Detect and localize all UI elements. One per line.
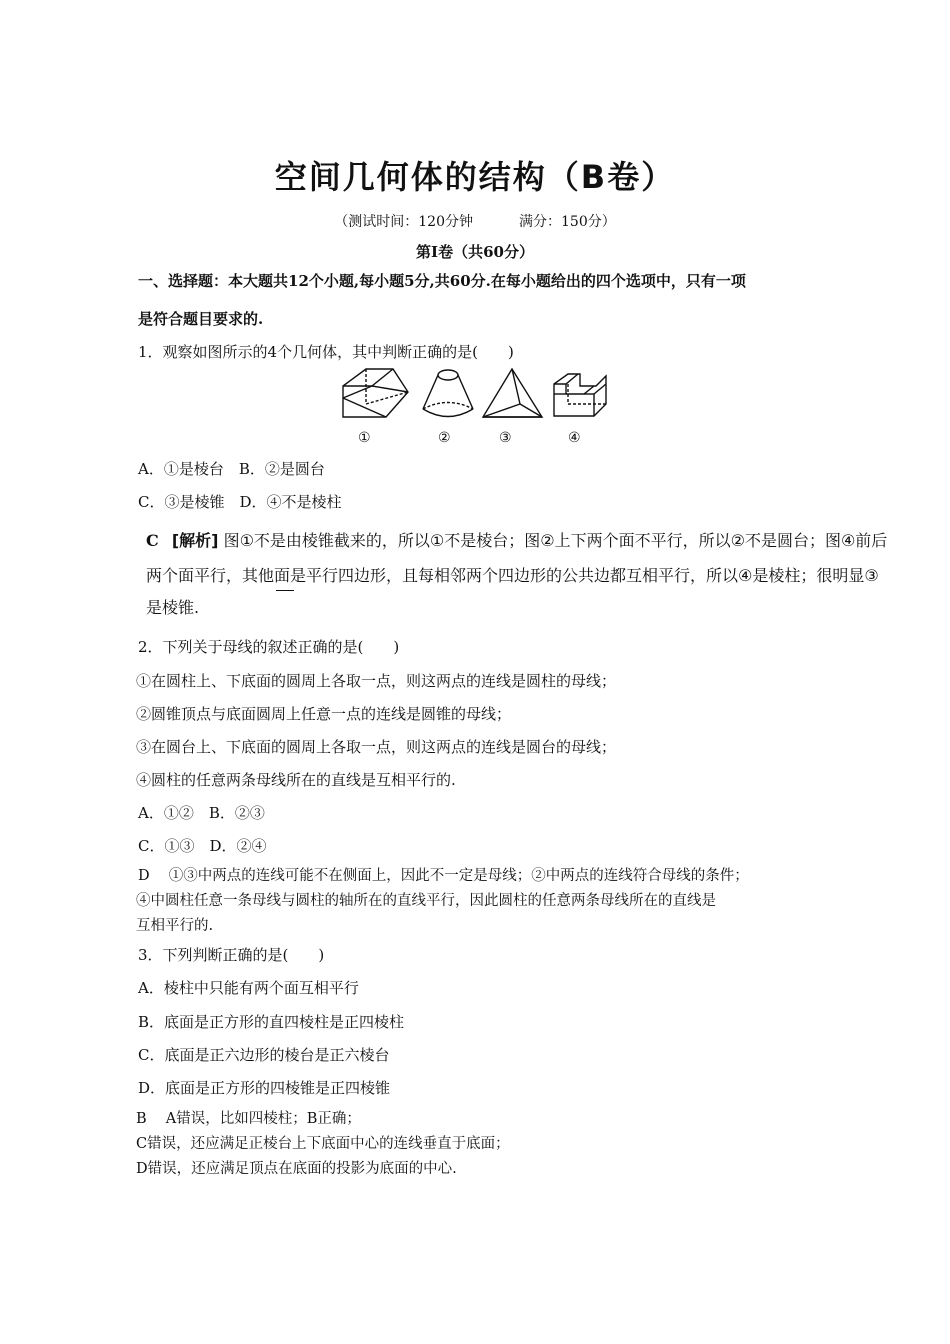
- test-time: （测试时间：120分钟: [334, 214, 473, 230]
- q2-answer-line1: D ①③中两点的连线可能不在侧面上，因此不一定是母线；②中两点的连线符合母线的条件；: [138, 868, 749, 884]
- q3-answer-line2: C错误，还应满足正棱台上下底面中心的连线垂直于底面；: [136, 1136, 510, 1152]
- q3-option-a: A．棱柱中只能有两个面互相平行: [138, 979, 359, 997]
- solid-4-figure: [554, 374, 606, 416]
- q1-options-cd: C．③是棱锥 D．④不是棱柱: [138, 493, 342, 511]
- q3-stem: 3．下列判断正确的是( ): [138, 946, 325, 964]
- q1-options-ab: A．①是棱台 B．②是圆台: [138, 460, 325, 478]
- part-title: 第Ⅰ卷（共60分）: [416, 243, 534, 261]
- solid-2-figure: [423, 370, 473, 417]
- q3-option-c: C．底面是正六边形的棱台是正六棱台: [138, 1046, 390, 1064]
- q3-option-b: B．底面是正方形的直四棱柱是正四棱柱: [138, 1013, 405, 1031]
- figure-label-4: ④: [568, 430, 581, 446]
- q1-answer-letter: C: [146, 531, 159, 550]
- q3-answer-line1: B A错误，比如四棱柱；B正确；: [136, 1111, 361, 1127]
- section-instruction-line1: 一、选择题：本大题共12个小题,每小题5分,共60分.在每小题给出的四个选项中，只有一项: [138, 272, 746, 290]
- underline-mark: [276, 590, 294, 591]
- q1-stem: 1．观察如图所示的4个几何体，其中判断正确的是( ): [138, 343, 514, 361]
- q3-option-d: D．底面是正方形的四棱锥是正四棱锥: [138, 1079, 391, 1097]
- q1-answer: [146, 528, 887, 551]
- q2-options-cd: C．①③ D．②④: [138, 837, 267, 855]
- q1-answer-line1: 图①不是由棱锥截来的，所以①不是棱台；图②上下两个面不平行，所以②不是圆台；图④前后: [223, 531, 888, 550]
- section-instruction-line2: 是符合题目要求的.: [138, 310, 264, 328]
- q1-answer-line2: 两个面平行，其他面是平行四边形，且每相邻两个四边形的公共边都互相平行，所以④是棱柱；很明显③: [146, 566, 879, 585]
- q2-item-4: ④圆柱的任意两条母线所在的直线是互相平行的.: [136, 771, 456, 789]
- q1-answer-tag: [解析]: [171, 531, 219, 550]
- solid-3-figure: [483, 369, 542, 417]
- q3-answer-line3: D错误，还应满足顶点在底面的投影为底面的中心.: [136, 1161, 457, 1177]
- q2-item-2: ②圆锥顶点与底面圆周上任意一点的连线是圆锥的母线；: [136, 705, 512, 723]
- figure-label-2: ②: [438, 430, 451, 446]
- page-title: 空间几何体的结构（B卷）: [274, 158, 676, 196]
- q1-figure: [338, 364, 618, 424]
- test-info: [0, 211, 950, 231]
- solid-1-figure: [343, 369, 408, 417]
- figure-label-1: ①: [358, 430, 371, 446]
- q2-answer-line3: 互相平行的.: [136, 918, 214, 934]
- q2-stem: 2．下列关于母线的叙述正确的是( ): [138, 638, 400, 656]
- q2-item-3: ③在圆台上、下底面的圆周上各取一点，则这两点的连线是圆台的母线；: [136, 738, 617, 756]
- q2-item-1: ①在圆柱上、下底面的圆周上各取一点，则这两点的连线是圆柱的母线；: [136, 672, 617, 690]
- test-score: 满分：150分）: [519, 214, 616, 230]
- q2-options-ab: A．①② B．②③: [138, 804, 265, 822]
- q2-answer-line2: ④中圆柱任意一条母线与圆柱的轴所在的直线平行，因此圆柱的任意两条母线所在的直线是: [136, 893, 716, 909]
- q1-answer-line3: 是棱锥.: [146, 598, 200, 617]
- figure-label-3: ③: [499, 430, 512, 446]
